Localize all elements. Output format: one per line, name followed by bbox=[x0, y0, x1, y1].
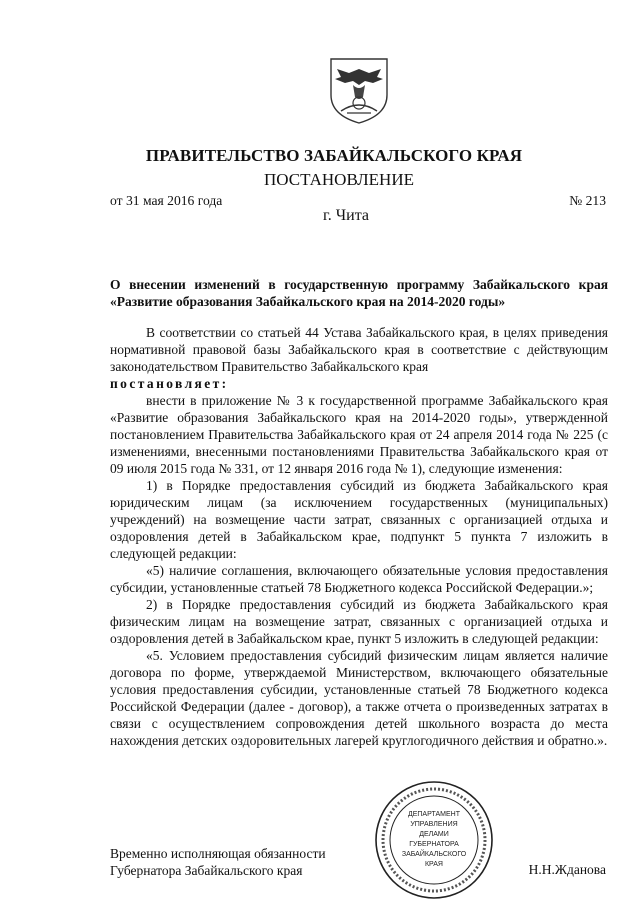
stamp-line-6: КРАЯ bbox=[424, 861, 444, 868]
signatory-position-line-2: Губернатора Забайкальского края bbox=[110, 863, 303, 878]
document-body bbox=[110, 324, 608, 749]
document-date: от 31 мая 2016 года bbox=[110, 193, 223, 208]
paragraph-item-1: 1) в Порядке предоставления субсидий из бюджета Забайкальского края юридическим лицам (за исключением государственных (муниципальных) учреждений) на возмещение части затрат, связанных с организацией отдыха и оздоровления детей в Забайкальском крае, подпункт 5 пункта 7 изложить в следующей редакции: bbox=[110, 478, 608, 561]
stamp-line-2: УПРАВЛЕНИЯ bbox=[410, 821, 458, 828]
signatory-position-line-1: Временно исполняющая обязанности bbox=[110, 846, 326, 861]
signatory-position bbox=[110, 845, 326, 879]
official-seal-stamp bbox=[372, 778, 496, 902]
coat-of-arms-emblem bbox=[327, 55, 391, 125]
stamp-line-4: ГУБЕРНАТОРА bbox=[409, 841, 459, 848]
decree-word: постановляет: bbox=[110, 376, 229, 391]
stamp-line-3: ДЕЛАМИ bbox=[419, 831, 449, 838]
document-title: О внесении изменений в государственную программу Забайкальского края «Развитие образования Забайкальского края на 2014-2020 годы» bbox=[110, 277, 608, 309]
paragraph-quote-1: «5) наличие соглашения, включающего обязательные условия предоставления субсидии, установленные статьей 78 Бюджетного кодекса Российской Федерации.»; bbox=[110, 563, 608, 595]
paragraph-main-change: внести в приложение № 3 к государственной программе Забайкальского края «Развитие образования Забайкальского края на 2014-2020 годы», утвержденной постановлением Правительства Забайкальского края от 24 апреля 2014 года № 225 (с изменениями, внесенными постановлениями Правительства Забайкальского края от 09 июля 2015 года № 331, от 12 января 2016 года № 1), следующие изменения: bbox=[110, 393, 608, 476]
paragraph-item-2: 2) в Порядке предоставления субсидий из бюджета Забайкальского края физическим лицам на возмещение затрат, связанных с организацией отдыха и оздоровления детей в Забайкальском крае, пункт 5 изложить в следующей редакции: bbox=[110, 597, 608, 646]
stamp-line-1: ДЕПАРТАМЕНТ bbox=[407, 811, 461, 818]
stamp-line-5: ЗАБАЙКАЛЬСКОГО bbox=[401, 851, 467, 858]
organization-title: ПРАВИТЕЛЬСТВО ЗАБАЙКАЛЬСКОГО КРАЯ bbox=[145, 146, 523, 165]
signatory-name: Н.Н.Жданова bbox=[528, 862, 606, 877]
document-type: ПОСТАНОВЛЕНИЕ bbox=[263, 170, 414, 189]
paragraph-quote-2: «5. Условием предоставления субсидий физическим лицам является наличие договора по форме, утверждаемой Министерством, включающего обязательные условия предоставления субсидии, установленные статьей 78 Бюджетного кодекса Российской Федерации (далее - договор), а также отчета о произведенных затратах в связи с осуществлением сопровождения детей школьного возраста до места нахождения детских оздоровительных лагерей круглогодичного действия и обратно.». bbox=[110, 648, 608, 748]
document-number: № 213 bbox=[569, 193, 606, 208]
intro-paragraph: В соответствии со статьей 44 Устава Забайкальского края, в целях приведения нормативной правовой базы Забайкальского края в соответствие с действующим законодательством Правительство Забайкальского края bbox=[110, 325, 608, 374]
document-city: г. Чита bbox=[322, 207, 369, 224]
